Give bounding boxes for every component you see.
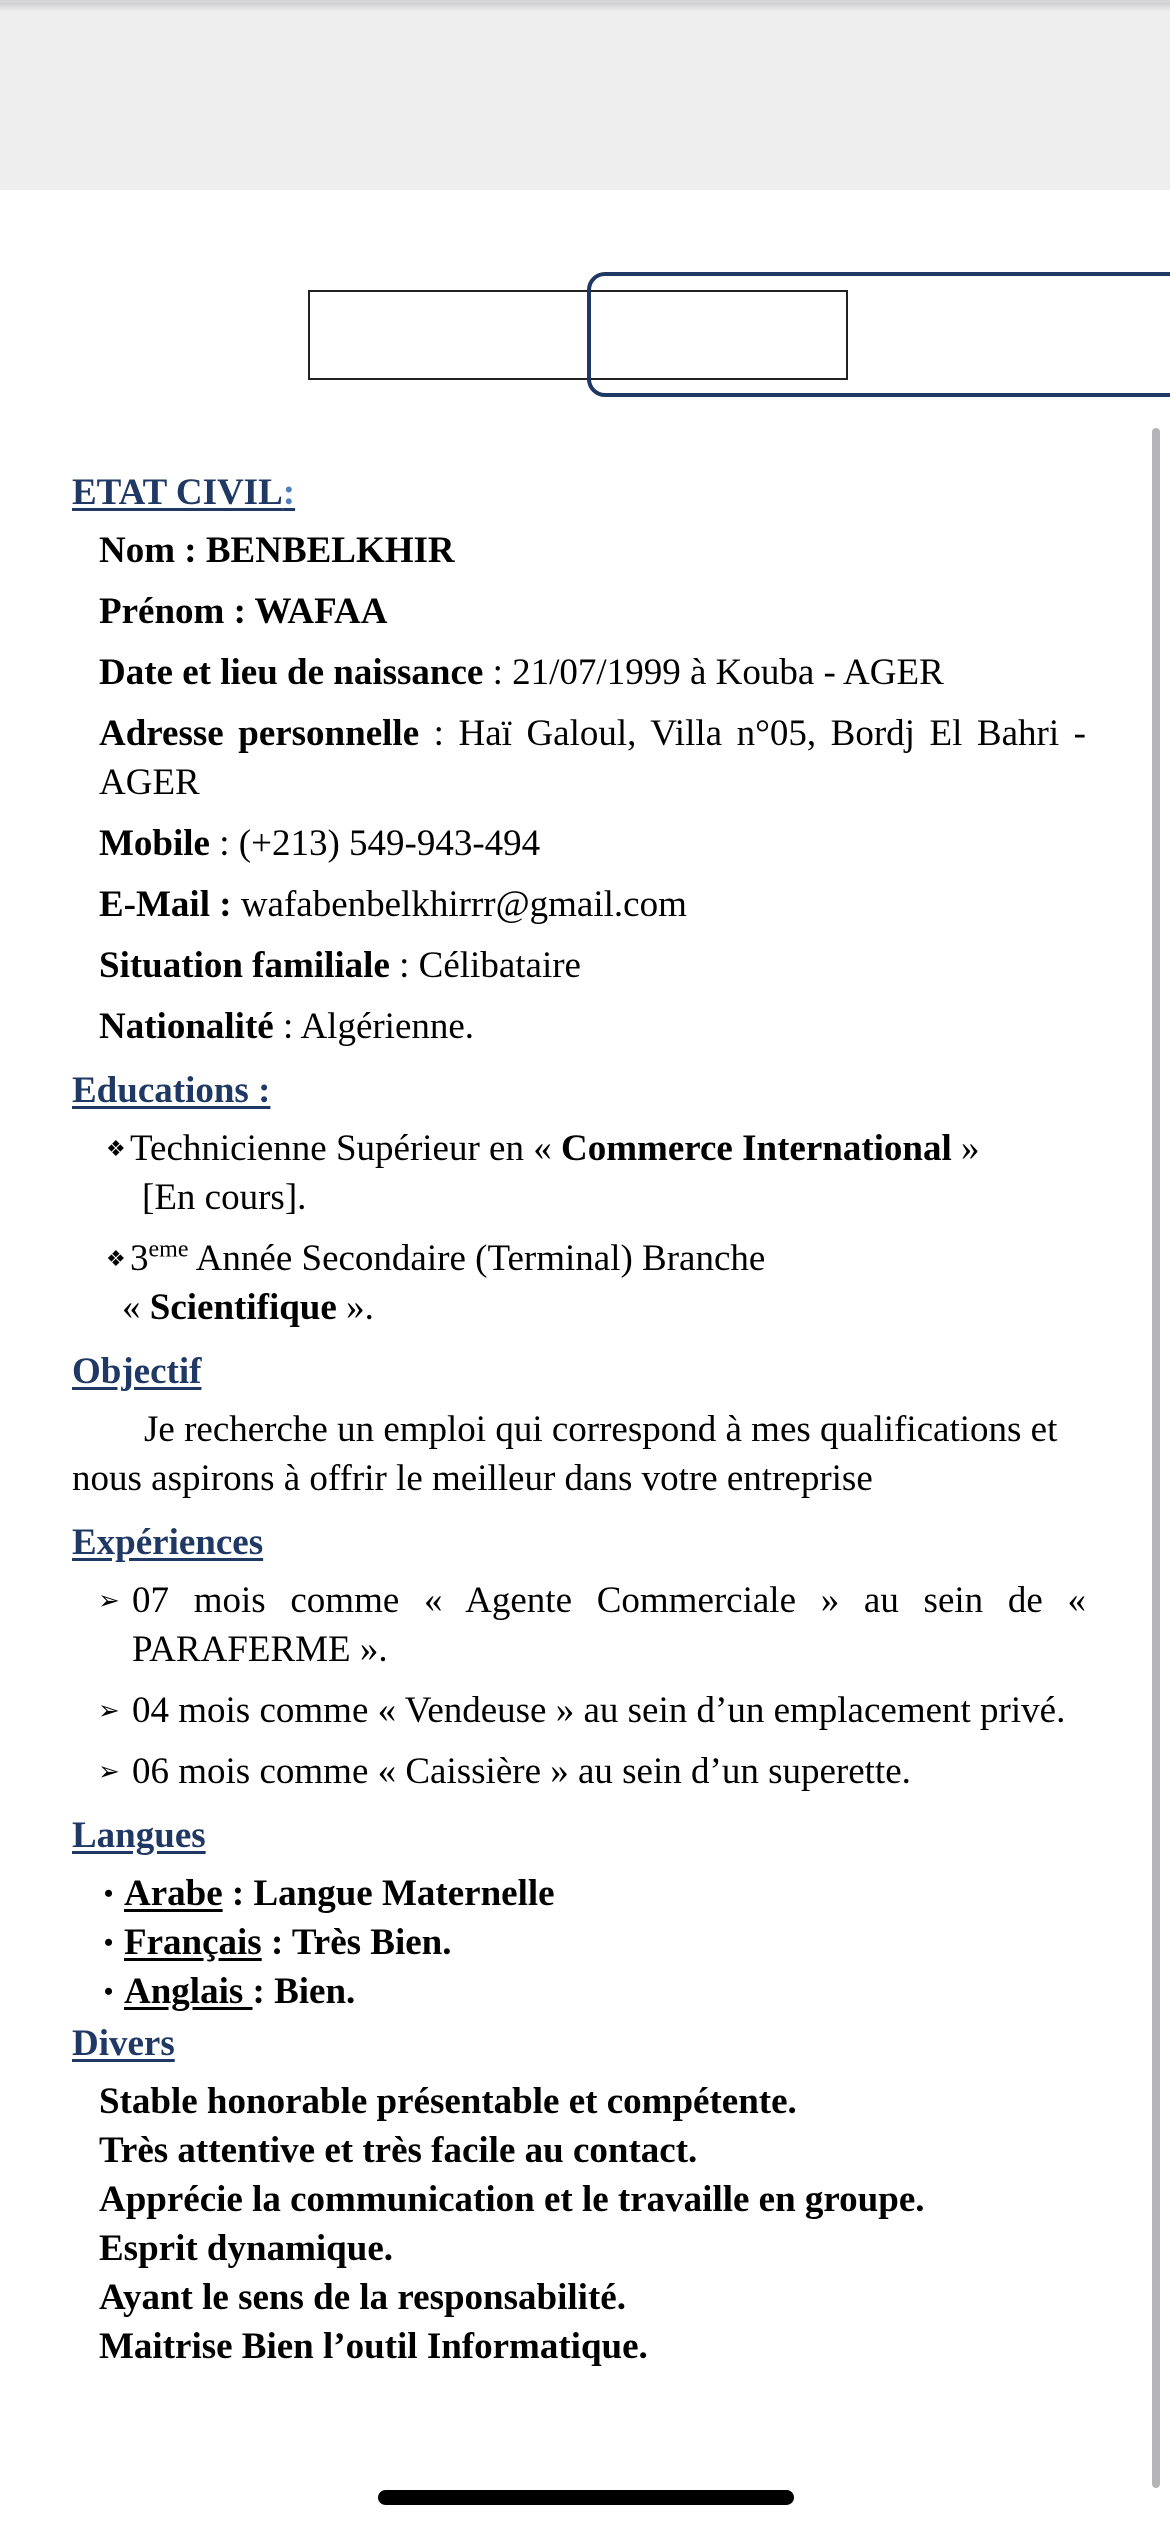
quote-close: ». <box>336 1287 374 1328</box>
naissance-label: Date et lieu de naissance <box>99 652 484 693</box>
experience-text: 07 mois comme « Agente Commerciale » au sein de « PARAFERME ». <box>132 1580 1086 1670</box>
nom-line <box>72 526 1086 575</box>
heading-colon: : <box>282 472 296 513</box>
education-field: Commerce International <box>560 1128 952 1169</box>
language-name: Français <box>124 1922 262 1963</box>
experience-text: 04 mois comme « Vendeuse » au sein d’un emplacement privé. <box>132 1690 1066 1731</box>
section-heading-etat-civil <box>72 465 1086 526</box>
dot-bullet-icon: • <box>104 1879 114 1908</box>
diamond-bullet-icon: ❖ <box>106 1246 126 1271</box>
nationalite-line <box>72 1002 1086 1051</box>
language-name: Arabe <box>124 1873 223 1914</box>
vertical-scrollbar[interactable] <box>1152 428 1160 2488</box>
education-branch: Scientifique <box>149 1287 337 1328</box>
heading-text: ETAT CIVIL <box>72 472 283 513</box>
divers-item: Très attentive et très facile au contact. <box>99 2130 698 2171</box>
adresse-value: : Haï Galoul, Villa n°05, Bordj El Bahri - AGER <box>99 713 1086 803</box>
naissance-value: : 21/07/1999 à Kouba - AGER <box>483 652 944 693</box>
objectif-text: Je recherche un emploi qui correspond à mes qualifications et nous aspirons à offrir le meilleur dans votre entreprise <box>72 1409 1058 1499</box>
section-heading-educations: Educations : <box>72 1070 271 1111</box>
divers-item: Ayant le sens de la responsabilité. <box>99 2277 626 2318</box>
arrowhead-bullet-icon: ➢ <box>98 1586 120 1615</box>
diamond-bullet-icon: ❖ <box>106 1136 126 1161</box>
mobile-line <box>72 819 1086 868</box>
education-year-suffix: eme <box>148 1236 189 1263</box>
divers-item: Apprécie la communication et le travaille en groupe. <box>99 2179 925 2220</box>
quote-open: « <box>122 1287 150 1328</box>
section-heading-divers: Divers <box>72 2023 175 2064</box>
section-heading-langues: Langues <box>72 1815 206 1856</box>
adresse-line <box>72 709 1086 807</box>
nom-label: Nom : BENBELKHIR <box>99 530 455 571</box>
naissance-line <box>72 648 1086 697</box>
rounded-header-frame <box>587 272 1170 397</box>
email-line <box>72 880 1086 929</box>
section-heading-objectif: Objectif <box>72 1351 202 1392</box>
prenom-label: Prénom : WAFAA <box>99 591 388 632</box>
arrowhead-bullet-icon: ➢ <box>98 1696 120 1725</box>
nationalite-label: Nationalité <box>99 1006 274 1047</box>
experience-text: 06 mois comme « Caissière » au sein d’un superette. <box>132 1751 911 1792</box>
adresse-label: Adresse personnelle <box>99 713 420 754</box>
situation-label: Situation familiale <box>99 945 390 986</box>
arrowhead-bullet-icon: ➢ <box>98 1757 120 1786</box>
divers-item: Maitrise Bien l’outil Informatique. <box>99 2326 648 2367</box>
language-item <box>72 1869 1086 1918</box>
education-text: Technicienne Supérieur en « <box>130 1128 561 1169</box>
education-line2 <box>122 1283 1086 1332</box>
education-text: Année Secondaire (Terminal) Branche <box>188 1238 766 1279</box>
education-year-number: 3 <box>130 1238 149 1279</box>
education-item <box>72 1234 1086 1332</box>
divers-item: Stable honorable présentable et compétente. <box>99 2081 797 2122</box>
language-item <box>72 1967 1086 2016</box>
dot-bullet-icon: • <box>104 1977 114 2006</box>
experience-item <box>72 1686 1086 1735</box>
cv-document <box>72 465 1086 2371</box>
education-status: [En cours]. <box>142 1177 307 1218</box>
top-toolbar-area <box>0 0 1170 190</box>
email-value[interactable]: wafabenbelkhirrr@gmail.com <box>231 884 687 925</box>
divers-item: Esprit dynamique. <box>99 2228 394 2269</box>
experience-item <box>72 1576 1086 1674</box>
language-level: : Bien. <box>252 1971 356 2012</box>
home-indicator[interactable] <box>378 2490 794 2505</box>
section-heading-experiences: Expériences <box>72 1522 264 1563</box>
language-level: : Très Bien. <box>261 1922 452 1963</box>
email-label: E-Mail : <box>99 884 232 925</box>
situation-value: : Célibataire <box>389 945 581 986</box>
dot-bullet-icon: • <box>104 1928 114 1957</box>
language-name: Anglais <box>124 1971 253 2012</box>
situation-line <box>72 941 1086 990</box>
education-item <box>72 1124 1086 1222</box>
language-level: : Langue Maternelle <box>222 1873 555 1914</box>
experience-item <box>72 1747 1086 1796</box>
education-text-end: » <box>951 1128 980 1169</box>
mobile-label: Mobile <box>99 823 210 864</box>
nationalite-value: : Algérienne. <box>273 1006 475 1047</box>
mobile-value: : (+213) 549-943-494 <box>209 823 541 864</box>
language-item <box>72 1918 1086 1967</box>
prenom-line <box>72 587 1086 636</box>
